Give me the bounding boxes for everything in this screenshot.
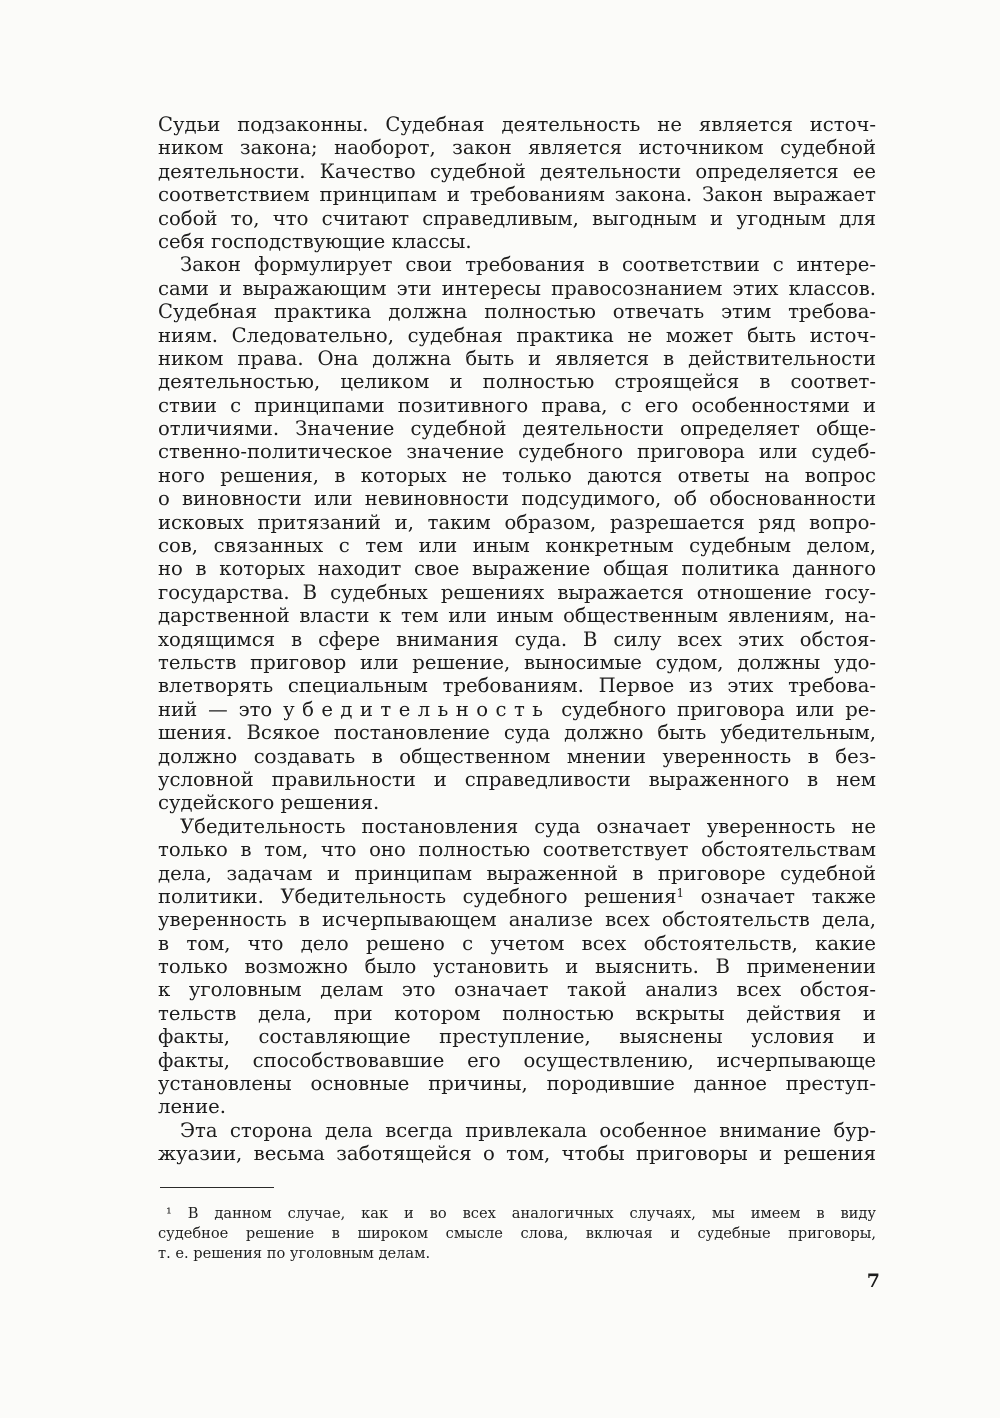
text-line: соответствием принципам и требованиям закона. Закон выражает [158, 183, 876, 207]
text-line: деятельности. Качество судебной деятельности определяется ее [158, 159, 876, 183]
text-line: только в том, что оно полностью соответствует обстоятельствам [158, 838, 876, 862]
text-line: но в которых находит свое выражение общая политика данного [158, 557, 876, 581]
text-line: ниям. Следовательно, судебная практика не может быть источ- [158, 323, 876, 347]
footnote-reference: 1 [676, 886, 685, 901]
line-end: судебного приговора или ре- [561, 697, 876, 721]
text-line: деятельностью, целиком и полностью строящейся в соответ- [158, 370, 876, 394]
text-line: о виновности или невиновности подсудимого, об обоснованности [158, 487, 876, 511]
text-line: в том, что дело решено с учетом всех обстоятельств, какие [158, 931, 876, 955]
line-start: политики. Убедительность судебного решения [158, 884, 677, 908]
footnote-line: т. е. решения по уголовным делам. [158, 1245, 431, 1262]
text-line: ствии с принципами позитивного права, с его особенностями и [158, 393, 876, 417]
footnote-line: ¹ В данном случае, как и во всех аналогичных случаях, мы имеем в виду [166, 1205, 876, 1222]
text-line: должно создавать в общественном мнении уверенность в без- [158, 744, 876, 768]
text-line: факты, составляющие преступление, выяснены условия и [158, 1025, 876, 1049]
text-line: жуазии, весьма заботящейся о том, чтобы приговоры и решения [158, 1142, 876, 1166]
text-line: тельств дела, при котором полностью вскрыты действия и [158, 1001, 876, 1025]
text-line: к уголовным делам это означает такой анализ всех обстоя- [158, 978, 876, 1002]
text-line: ником права. Она должна быть и является в действительности [158, 346, 876, 370]
footnote-divider [160, 1187, 274, 1188]
page-number: 7 [866, 1270, 880, 1292]
text-line: сами и выражающим эти интересы правосознанием этих классов. [158, 276, 876, 300]
footnote [158, 1204, 876, 1264]
footnote-line: судебное решение в широком смысле слова, включая и судебные приговоры, [158, 1225, 876, 1242]
text-line: ление. [158, 1095, 226, 1119]
text-line: шения. Всякое постановление суда должно быть убедительным, [158, 721, 876, 745]
text-line: государства. В судебных решениях выражается отношение госу- [158, 580, 876, 604]
text-line: дарственной власти к тем или иным общественным явлениям, на- [158, 604, 876, 628]
text-line: ником закона; наоборот, закон является источником судебной [158, 136, 876, 160]
text-line: уверенность в исчерпывающем анализе всех обстоятельств дела, [158, 908, 876, 932]
text-line: условной правильности и справедливости выраженного в нем [158, 767, 876, 791]
text-line-emphasis [158, 698, 876, 721]
text-line: влетворять специальным требованиям. Первое из этих требова- [158, 674, 876, 698]
text-line: тельств приговор или решение, выносимые судом, должны удо- [158, 650, 876, 674]
text-line: только возможно было установить и выяснить. В применении [158, 955, 876, 979]
text-line: ственно-политическое значение судебного приговора или судеб- [158, 440, 876, 464]
text-line-with-footnote [158, 885, 876, 908]
text-line: Судьи подзаконны. Судебная деятельность не является источ- [158, 113, 876, 136]
text-line: установлены основные причины, породившие данное преступ- [158, 1072, 876, 1096]
text-line: Судебная практика должна полностью отвечать этим требова- [158, 300, 876, 324]
text-line: собой то, что считают справедливым, выгодным и угодным для [158, 206, 876, 230]
text-line: Убедительность постановления суда означает уверенность не [180, 814, 876, 838]
text-line: отличиями. Значение судебной деятельности определяет обще- [158, 417, 876, 441]
text-line: дела, задачам и принципам выраженной в приговоре судебной [158, 861, 876, 885]
text-line: факты, способствовавшие его осуществлению, исчерпывающе [158, 1048, 876, 1072]
text-line: ходящимся в сфере внимания суда. В силу всех этих обстоя- [158, 627, 876, 651]
text-line: Закон формулирует свои требования в соответствии с интере- [180, 253, 876, 277]
line-end: означает также [700, 884, 876, 908]
text-line: ного решения, в которых не только даются ответы на вопрос [158, 463, 876, 487]
text-line: исковых притязаний и, таким образом, разрешается ряд вопро- [158, 510, 876, 534]
text-line: Эта сторона дела всегда привлекала особенное внимание бур- [180, 1118, 876, 1142]
main-text [158, 113, 876, 1166]
text-line: сов, связанных с тем или иным конкретным судебным делом, [158, 534, 876, 558]
spaced-emphasis-word: убедительность [283, 697, 551, 721]
line-start: ний — это [158, 697, 273, 721]
text-line: судейского решения. [158, 791, 380, 815]
text-line: себя господствующие классы. [158, 229, 472, 253]
